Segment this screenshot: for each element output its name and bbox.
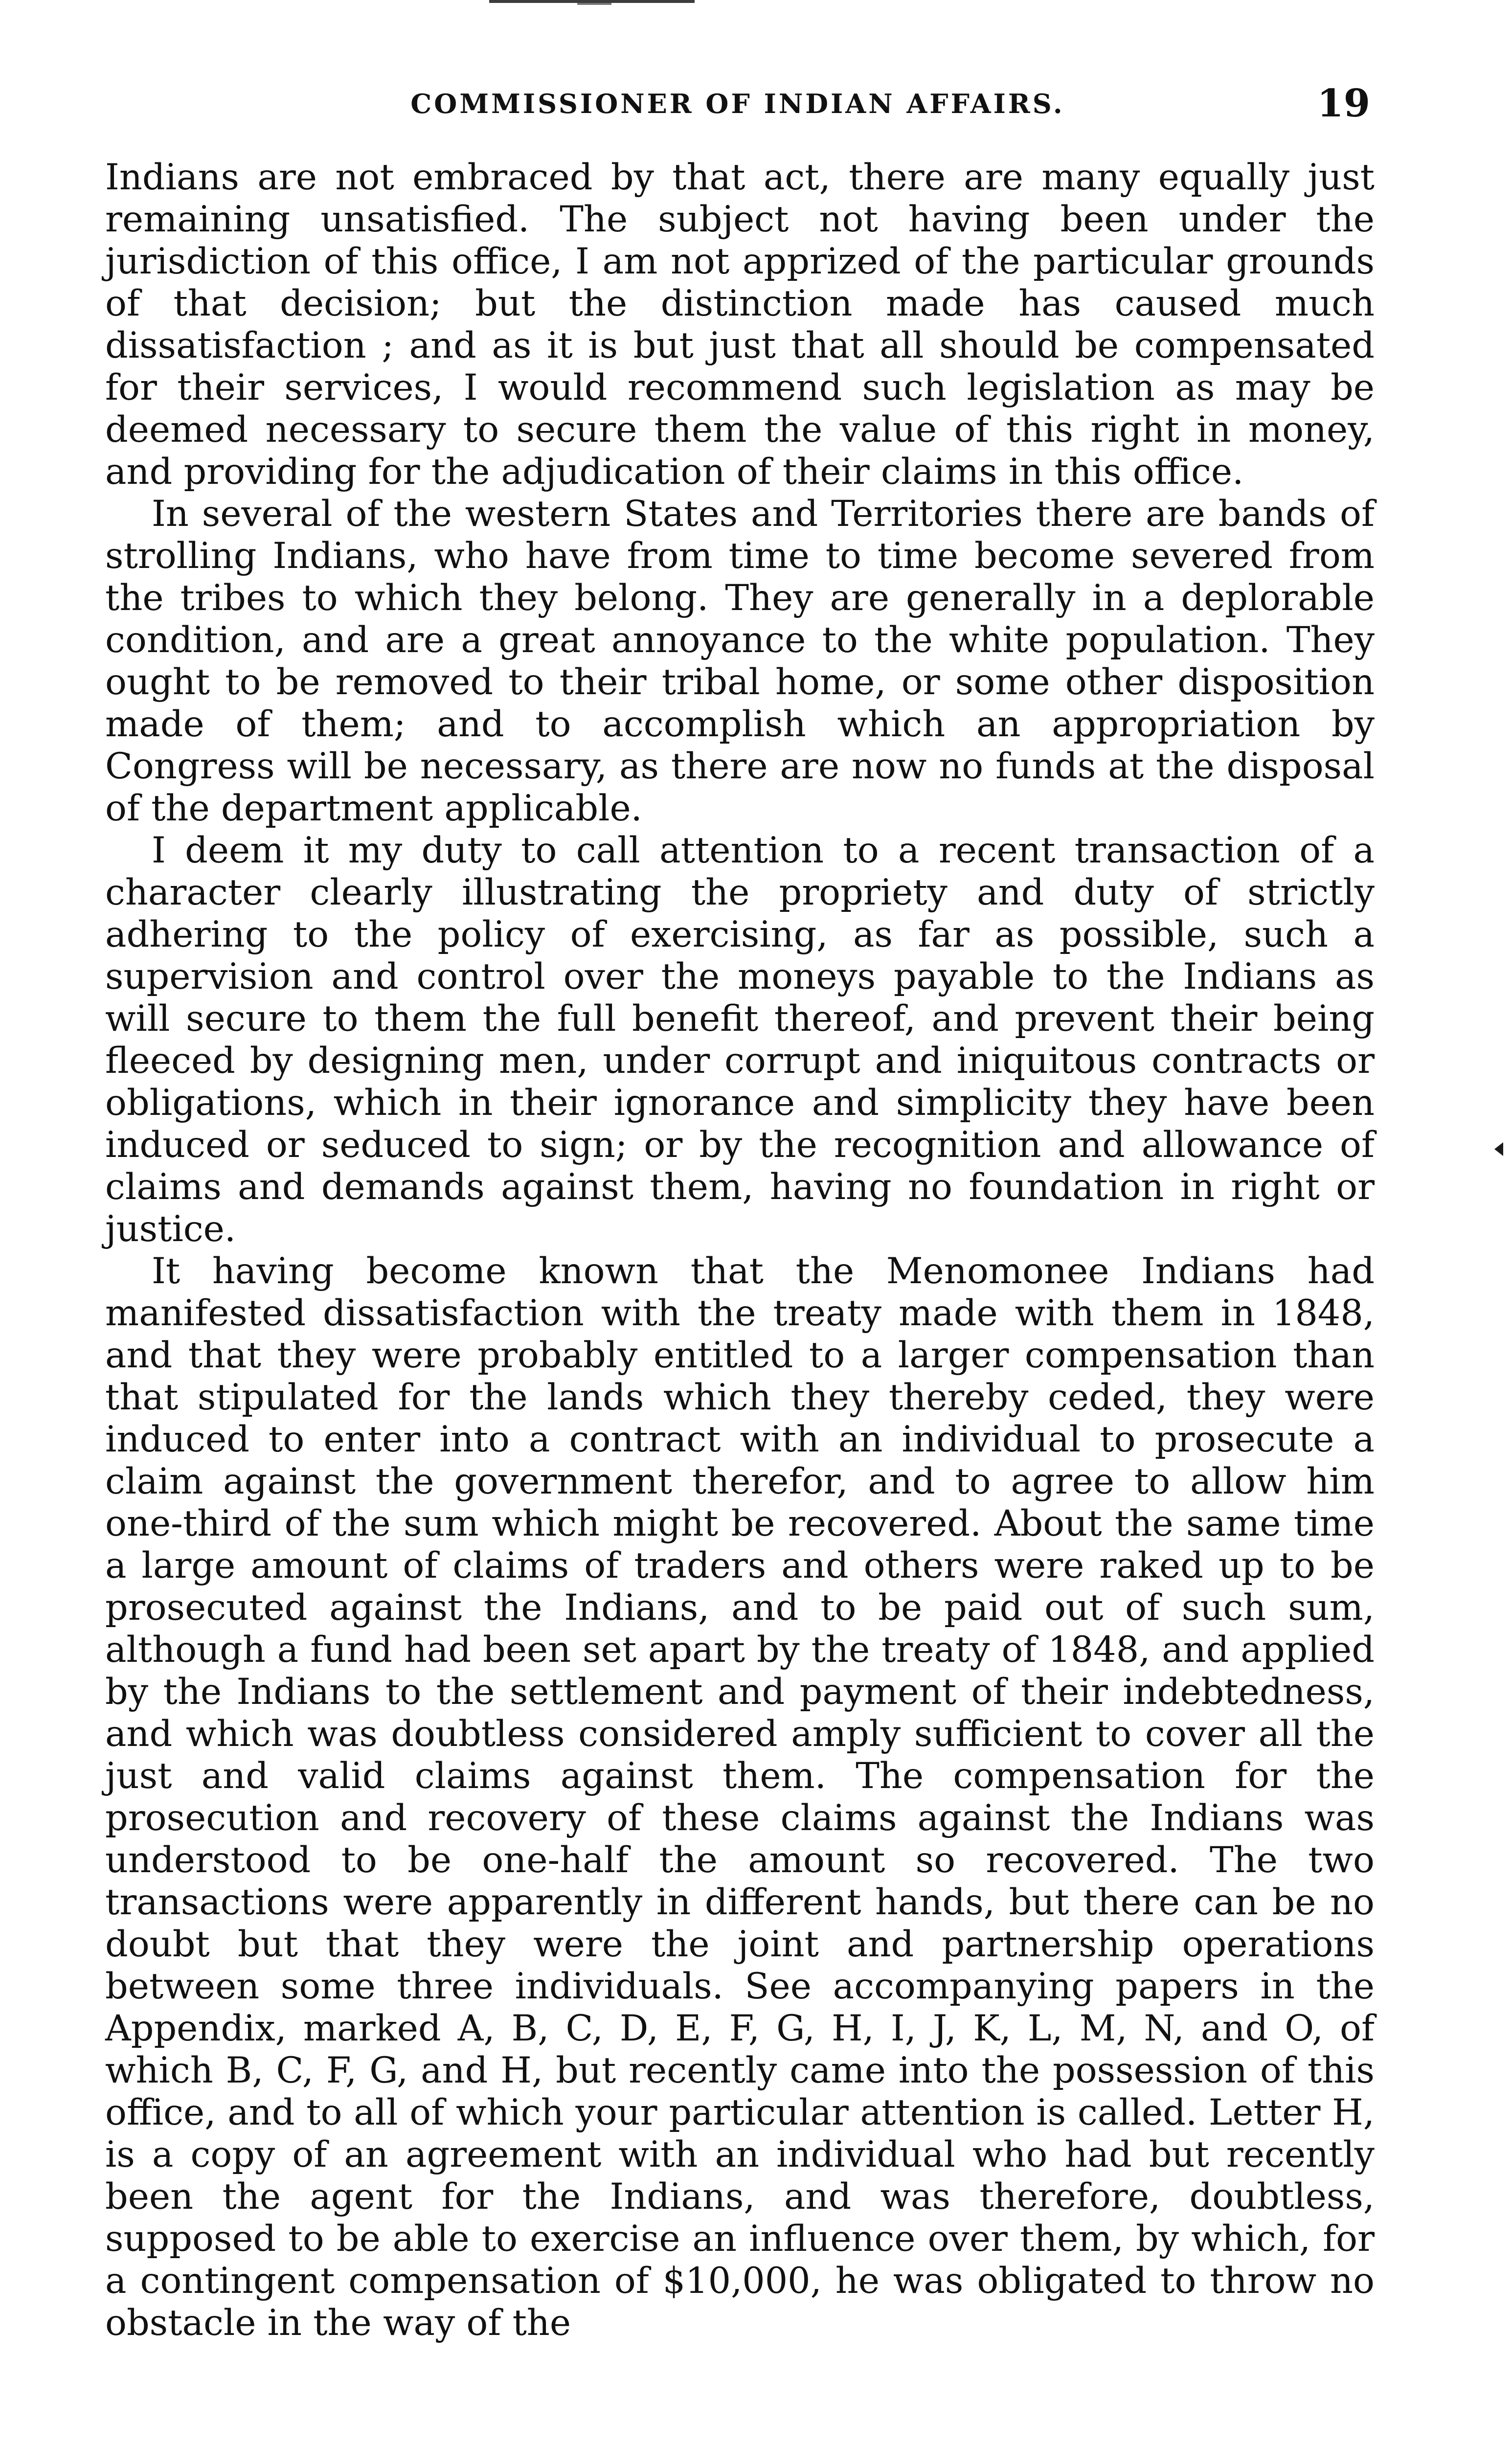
body-text <box>105 157 1375 2344</box>
page-number: 19 <box>1317 81 1370 126</box>
paragraph-continuation: Indians are not embraced by that act, there are many equally just remaining unsatisfied. The subject not having been under the jurisdiction of this office, I am not apprized of the particular grounds of that decision; but the distinction made has caused much dissatisfaction ; and as it is but just that all should be compensated for their services, I would recommend such legislation as may be deemed necessary to secure them the value of this right in money, and providing for the adjudication of their claims in this office. <box>105 157 1375 493</box>
paragraph-supervision-of-moneys: I deem it my duty to call attention to a recent transaction of a character clearly illustrating the propriety and duty of strictly adhering to the policy of exercising, as far as possible, such a supervision and control over the moneys payable to the Indians as will secure to them the full benefit thereof, and prevent their being fleeced by designing men, under corrupt and iniquitous contracts or obligations, which in their ignorance and simplicity they have been induced or seduced to sign; or by the recognition and allowance of claims and demands against them, having no foundation in right or justice. <box>105 830 1375 1250</box>
top-edge-mark <box>577 3 611 5</box>
running-head: COMMISSIONER OF INDIAN AFFAIRS. <box>410 88 1065 119</box>
page-header <box>105 83 1370 137</box>
paragraph-strolling-indians: In several of the western States and Territories there are bands of strolling Indians, who have from time to time become severed from the tribes to which they belong. They are generally in a deplorable condition, and are a great annoyance to the white population. They ought to be removed to their tribal home, or some other disposition made of them; and to accomplish which an appropriation by Congress will be necessary, as there are now no funds at the disposal of the department applicable. <box>105 493 1375 829</box>
margin-mark <box>1494 1142 1503 1156</box>
paragraph-menomonee-claims: It having become known that the Menomonee Indians had manifested dissatisfaction with the treaty made with them in 1848, and that they were probably entitled to a larger compensation than that stipulated for the lands which they thereby ceded, they were induced to enter into a contract with an individual to prosecute a claim against the government therefor, and to agree to allow him one-third of the sum which might be recovered. About the same time a large amount of claims of traders and others were raked up to be prosecuted against the Indians, and to be paid out of such sum, although a fund had been set apart by the treaty of 1848, and applied by the Indians to the settlement and payment of their indebtedness, and which was doubtless considered amply sufficient to cover all the just and valid claims against them. The compensation for the prosecution and recovery of these claims against the Indians was understood to be one-half the amount so recovered. The two transactions were apparently in different hands, but there can be no doubt but that they were the joint and partnership operations between some three individuals. See accompanying papers in the Appendix, marked A, B, C, D, E, F, G, H, I, J, K, L, M, N, and O, of which B, C, F, G, and H, but recently came into the possession of this office, and to all of which your particular attention is called. Letter H, is a copy of an agreement with an individual who had but recently been the agent for the Indians, and was therefore, doubtless, supposed to be able to exercise an influence over them, by which, for a contingent compensation of $10,000, he was obligated to throw no obstacle in the way of the <box>105 1250 1375 2344</box>
